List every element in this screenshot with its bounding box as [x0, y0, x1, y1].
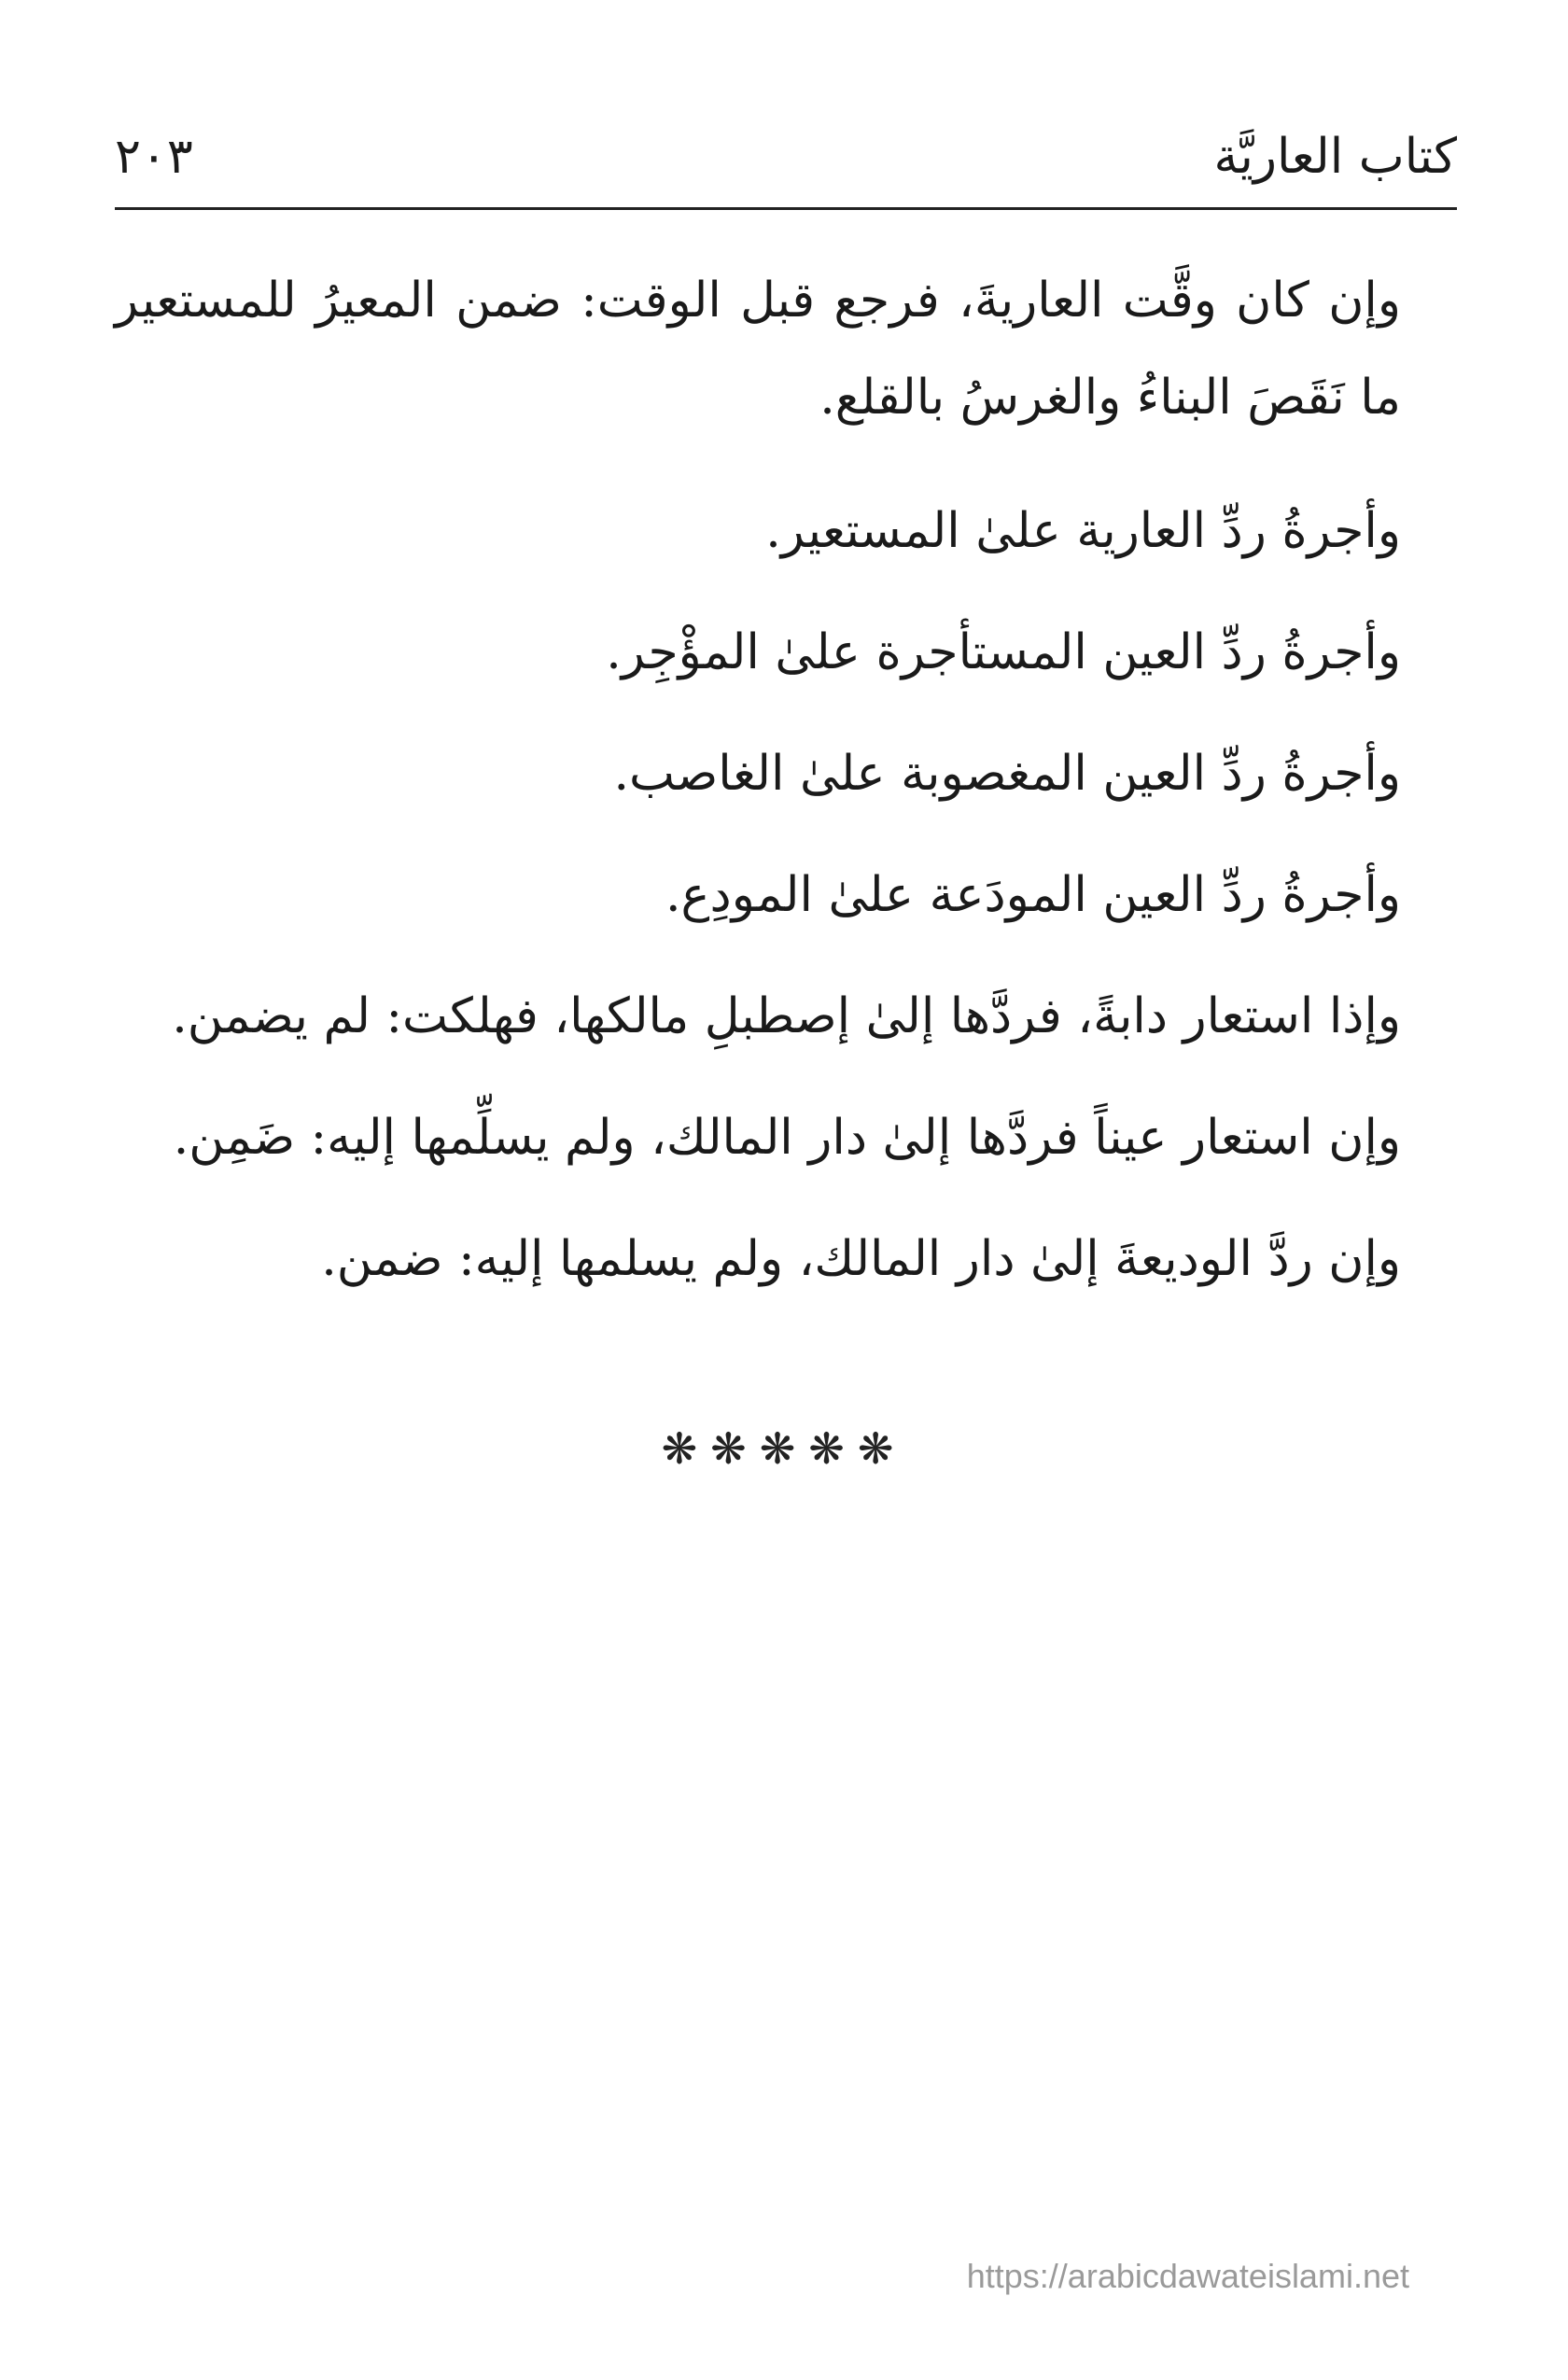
- paragraph: وإن استعار عيناً فردَّها إلىٰ دار المالك، ولم يسلِّمها إليه: ضَمِن.: [173, 1110, 1401, 1166]
- section-divider-stars: ❋❋❋❋❋: [661, 1423, 907, 1474]
- paragraph: وأجرةُ ردِّ العارية علىٰ المستعير.: [765, 503, 1401, 559]
- paragraph: وأجرةُ ردِّ العين المودَعة علىٰ المودِع.: [665, 867, 1401, 923]
- paragraph: وأجرةُ ردِّ العين المغصوبة علىٰ الغاصب.: [613, 746, 1401, 802]
- running-title: كتاب العاريَّة: [1213, 129, 1457, 185]
- paragraph: وإذا استعار دابةً، فردَّها إلىٰ إصطبلِ مالكها، فهلكت: لم يضمن.: [172, 988, 1401, 1044]
- header-rule: [115, 207, 1457, 210]
- page-number: ٢٠٣: [115, 129, 193, 185]
- paragraph: وإن ردَّ الوديعةَ إلىٰ دار المالك، ولم يسلمها إليه: ضمن.: [321, 1231, 1401, 1287]
- paragraph: وإن كان وقَّت العاريةَ، فرجع قبل الوقت: ضمن المعيرُ للمستعير ما نَقَصَ البناءُ والغرسُ بالقلع.: [115, 273, 1401, 426]
- paragraph: وأجرةُ ردِّ العين المستأجرة علىٰ المؤْجِر.: [606, 624, 1401, 680]
- page-header: [115, 112, 1457, 205]
- body-text: [115, 252, 1457, 1320]
- watermark-url: https://arabicdawateislami.net: [966, 2257, 1409, 2295]
